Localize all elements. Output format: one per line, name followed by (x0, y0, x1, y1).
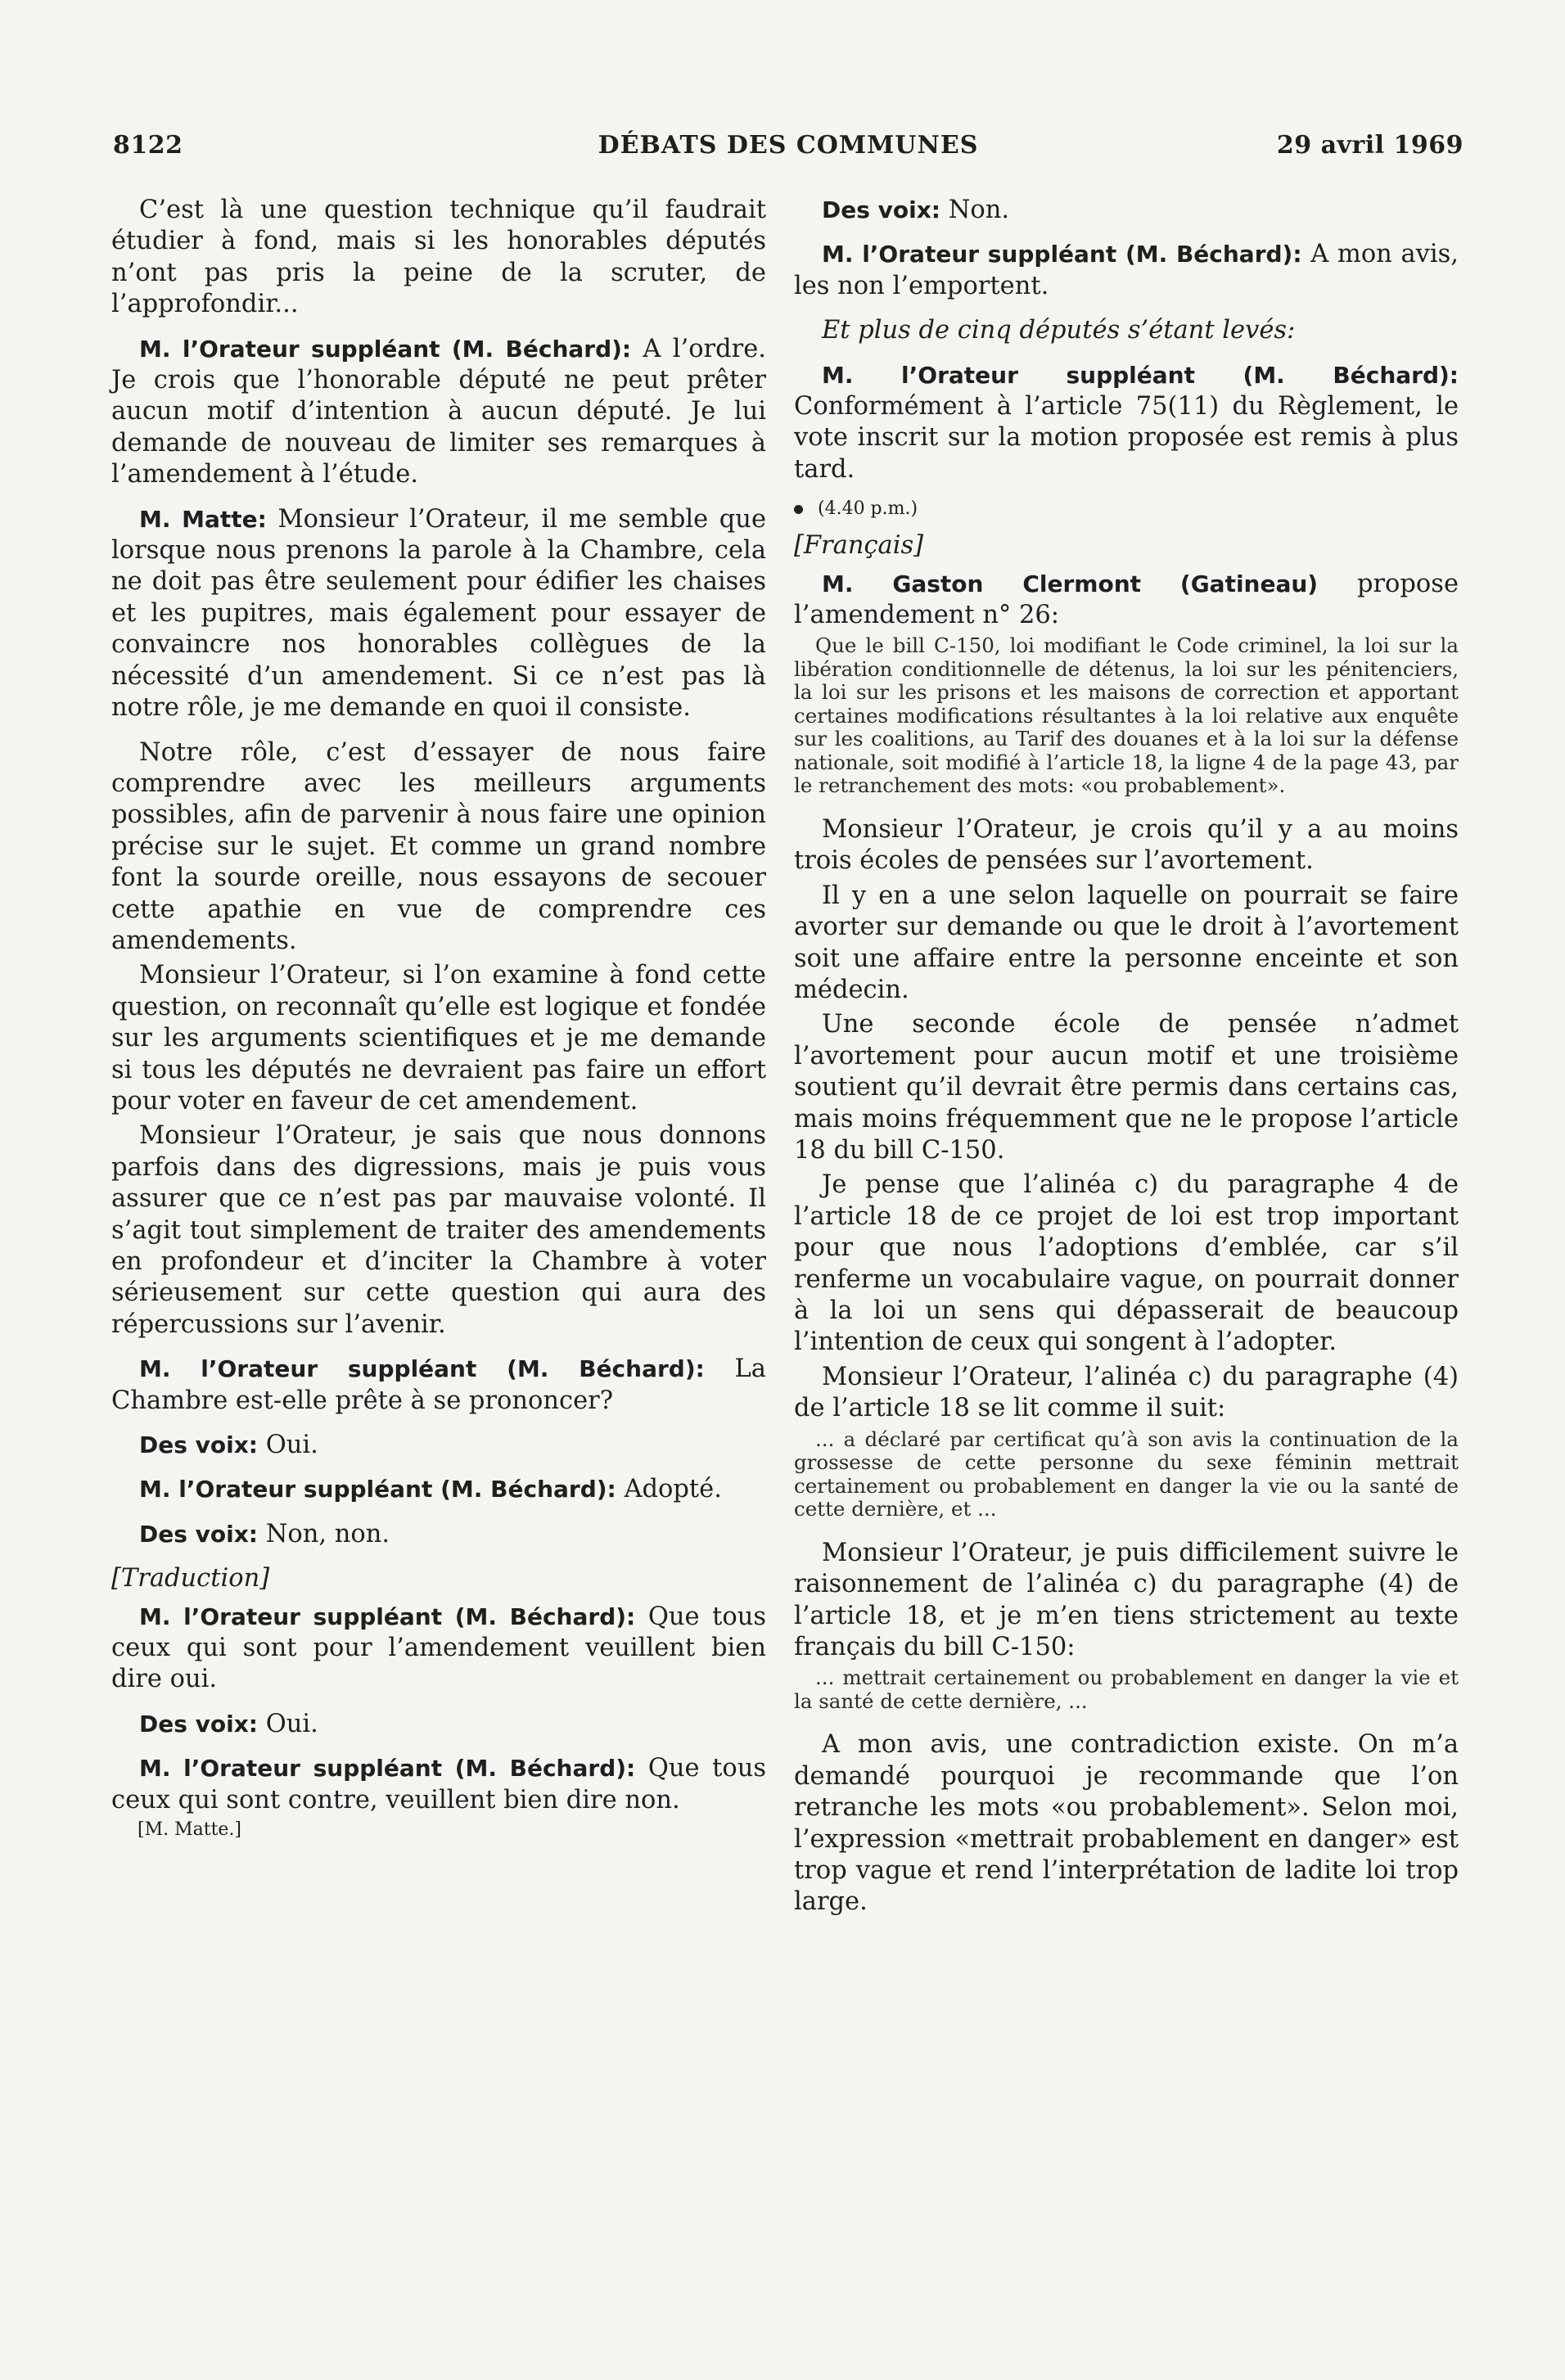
speech (794, 569, 1459, 632)
speaker: Des voix: (822, 196, 940, 223)
speech-text: propose l’amendement n° 26: (794, 569, 1459, 630)
page-date: 29 avril 1969 (1276, 131, 1464, 160)
speech-text: La Chambre est-elle prête à se prononcer? (111, 1355, 766, 1415)
speaker: M. l’Orateur suppléant (M. Béchard): (822, 241, 1302, 268)
speech (794, 195, 1459, 226)
speech (111, 1354, 766, 1417)
speech-text: Non, non. (265, 1519, 390, 1548)
speech (111, 1519, 766, 1550)
page-header (113, 131, 1464, 172)
speaker: Des voix: (139, 1710, 258, 1738)
speech-text: Oui. (265, 1709, 318, 1738)
paragraph: Il y en a une selon laquelle on pourrait se faire avorter sur demande ou que le droit à l’avortement soit une affaire entre la personne enceinte et son médecin. (794, 881, 1459, 1004)
speaker: M. l’Orateur suppléant (M. Béchard): (822, 361, 1459, 389)
speaker: M. Gaston Clermont (Gatineau) (822, 570, 1319, 597)
speech (111, 1474, 766, 1505)
stage-direction: Et plus de cinq députés s’étant levés: (822, 316, 1296, 345)
speech (111, 334, 766, 491)
speaker: M. l’Orateur suppléant (M. Béchard): (139, 335, 632, 363)
speaker: M. l’Orateur suppléant (M. Béchard): (139, 1602, 636, 1630)
bullet-icon (794, 505, 803, 514)
paragraph: Monsieur l’Orateur, je puis difficilement suivre le raisonnement de l’alinéa c) du paragraphe (4) de l’article 18, et je m’en tiens strictement au texte français du bill C-150: (794, 1538, 1459, 1661)
right-column (794, 195, 1459, 1931)
speaker: M. l’Orateur suppléant (M. Béchard): (139, 1355, 705, 1383)
time-text: (4.40 p.m.) (818, 498, 918, 520)
speech (111, 1602, 766, 1696)
speech-text: Conformément à l’article 75(11) du Règlement, le vote inscrit sur la motion proposée est remis à plus tard. (794, 392, 1459, 484)
speech-text: A mon avis, les non l’emportent. (794, 240, 1459, 300)
speech (794, 360, 1459, 486)
language-label: [Français] (794, 531, 924, 561)
speech (111, 1709, 766, 1740)
speaker: Des voix: (139, 1520, 258, 1548)
left-column (111, 195, 766, 1840)
speech-text: Que tous ceux qui sont contre, veuillent bien dire non. (111, 1754, 766, 1814)
page-number: 8122 (113, 131, 183, 160)
quoted-text: ... mettrait certainement ou probablement en danger la vie et la santé de cette dernière, ... (794, 1666, 1459, 1713)
footnote: [M. Matte.] (138, 1819, 242, 1841)
quoted-text: ... a déclaré par certificat qu’à son avis la continuation de la grossesse de cette personne du sexe féminin mettrait certainement ou probablement en danger la vie ou la santé de cette dernière, et ... (794, 1427, 1459, 1521)
paragraph: Monsieur l’Orateur, l’alinéa c) du paragraphe (4) de l’article 18 se lit comme il suit: (794, 1362, 1459, 1423)
speaker: Des voix: (139, 1431, 258, 1459)
translation-label: [Traduction] (111, 1564, 270, 1593)
paragraph: C’est là une question technique qu’il faudrait étudier à fond, mais si les honorables députés n’ont pas pris la peine de la scruter, de l’approfondir... (111, 196, 766, 319)
speech-text: Oui. (265, 1431, 318, 1460)
paragraph: Je pense que l’alinéa c) du paragraphe 4 de l’article 18 de ce projet de loi est trop important pour que nous l’adoptions d’emblée, car s’il renferme un vocabulaire vague, on pourrait donner à la loi un sens qui dépasserait de beaucoup l’intention de ceux qui songent à l’adopter. (794, 1170, 1459, 1357)
speech-text: Monsieur l’Orateur, il me semble que lorsque nous prenons la parole à la Chambre, cela ne doit pas être seulement pour édifier les chaises et les pupitres, mais également pour essayer de convaincre nos honorables collègues de la nécessité d’un amendement. Si ce n’est pas là notre rôle, je me demande en quoi il consiste. (111, 504, 767, 723)
speaker: M. Matte: (139, 505, 267, 533)
speech (794, 239, 1459, 302)
paragraph: Monsieur l’Orateur, je crois qu’il y a au moins trois écoles de pensées sur l’avortement. (794, 814, 1459, 876)
paragraph: Une seconde école de pensée n’admet l’avortement pour aucun motif et une troisième soutient qu’il devrait être permis dans certains cas, mais moins fréquemment que ne le propose l’article 18 du bill C-150. (794, 1010, 1459, 1165)
paragraph: A mon avis, une contradiction existe. On m’a demandé pourquoi je recommande que l’on retranche les mots «ou probablement». Selon moi, l’expression «mettrait probablement en danger» est trop vague et rend l’interprétation de ladite loi trop large. (794, 1730, 1459, 1917)
speaker: M. l’Orateur suppléant (M. Béchard): (139, 1755, 636, 1783)
speech (111, 1753, 766, 1816)
speech-text: A l’ordre. Je crois que l’honorable député ne peut prêter aucun motif d’intention à aucun député. Je lui demande de nouveau de limiter ses remarques à l’amendement à l’étude. (111, 334, 766, 489)
page-title: DÉBATS DES COMMUNES (598, 131, 979, 160)
paragraph: Monsieur l’Orateur, je sais que nous donnons parfois dans des digressions, mais je puis vous assurer que ce n’est pas par mauvaise volonté. Il s’agit tout simplement de traiter des amendements en profondeur et d’inciter la Chambre à voter sérieusement sur cette question qui aura des répercussions sur l’avenir. (111, 1121, 766, 1339)
paragraph: Notre rôle, c’est d’essayer de nous faire comprendre avec les meilleurs arguments possibles, afin de parvenir à nous faire une opinion précise sur le sujet. Et comme un grand nombre font la sourde oreille, nous essayons de secouer cette apathie en vue de comprendre ces amendements. (111, 737, 766, 955)
speech-text: Adopté. (624, 1475, 722, 1504)
speech-text: Non. (948, 196, 1010, 224)
speech-text: Que tous ceux qui sont pour l’amendement veuillent bien dire oui. (111, 1602, 766, 1694)
speech (111, 504, 766, 724)
paragraph: Monsieur l’Orateur, si l’on examine à fond cette question, on reconnaît qu’elle est logique et fondée sur les arguments scientifiques et je me demande si tous les députés ne devraient pas faire un effort pour voter en faveur de cet amendement. (111, 961, 766, 1116)
timestamp (794, 498, 1459, 519)
speaker: M. l’Orateur suppléant (M. Béchard): (139, 1476, 616, 1503)
speech (111, 1430, 766, 1461)
quoted-amendment: Que le bill C-150, loi modifiant le Code criminel, la loi sur la libération conditionnelle de détenus, la loi sur les pénitenciers, la loi sur les prisons et les maisons de correction et apportant certaines modifications résultantes à la loi relative aux enquête sur les coalitions, au Tarif des douanes et à la loi sur la défense nationale, soit modifié à l’article 18, la ligne 4 de la page 43, par le retranchement des mots: «ou probablement». (794, 633, 1459, 798)
